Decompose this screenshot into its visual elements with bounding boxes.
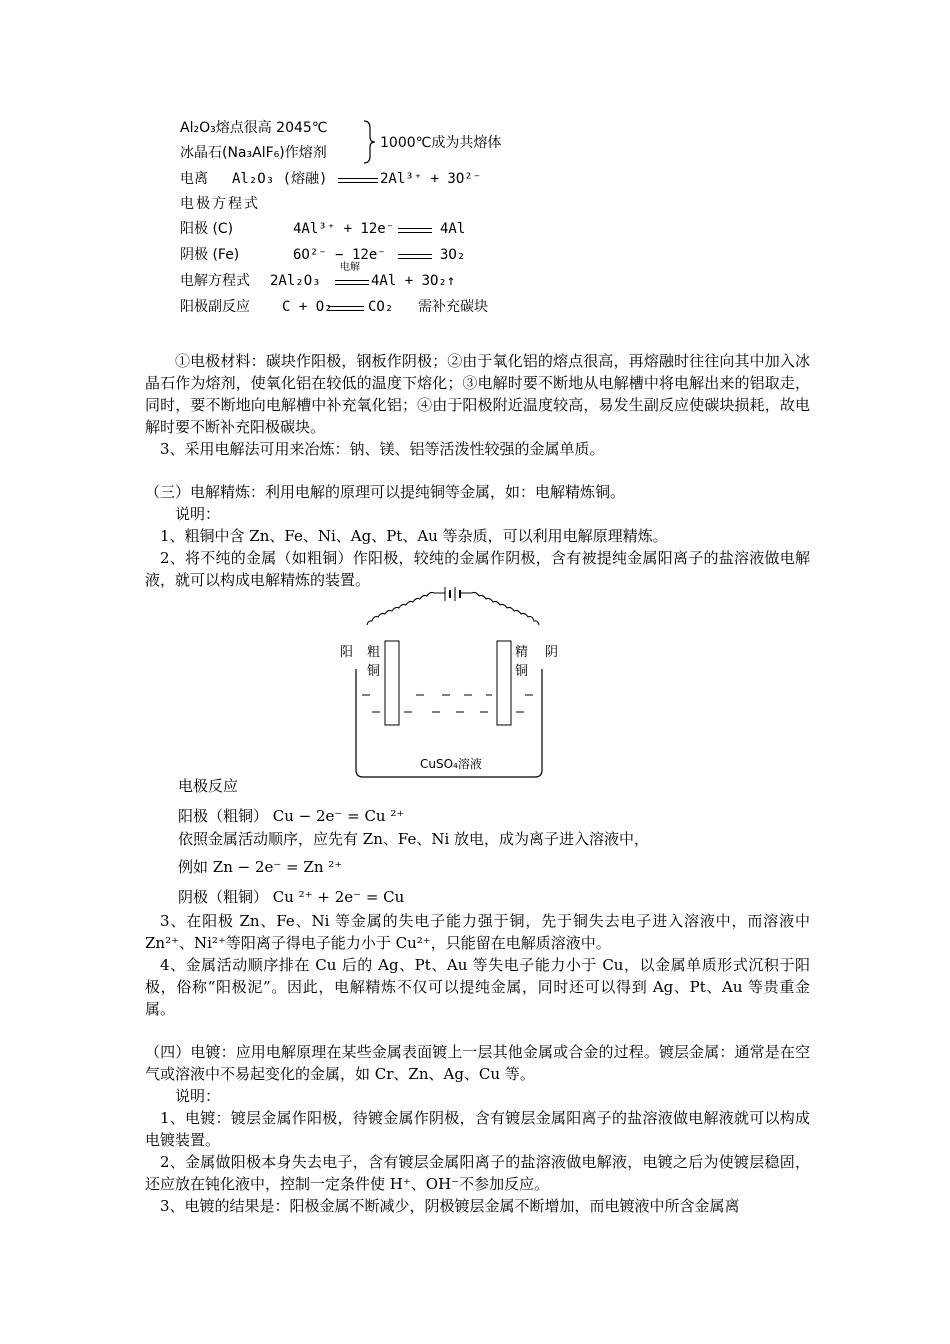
cathode-eq-lhs: 6O²⁻ − 12e⁻ <box>293 247 386 263</box>
wire-left <box>367 592 434 625</box>
equals-sign <box>328 306 364 311</box>
equals-sign <box>398 254 432 259</box>
pure-char-1: 精 <box>515 645 529 660</box>
electroplating-heading: （四）电镀：应用电解原理在某些金属表面镀上一层其他金属或合金的过程。镀层金属：通常是在空气或溶液中不易起变化的金属，如 Cr、Zn、Ag、Cu 等。 <box>145 1043 810 1083</box>
zinc-example: 例如 Zn − 2e⁻ = Zn ²⁺ <box>178 858 343 876</box>
anode-eq-lhs: 4Al³⁺ + 12e⁻ <box>293 221 395 237</box>
cathode-eq-rhs: 3O₂ <box>440 247 466 263</box>
battery-icon <box>434 587 472 601</box>
cryolite-flux: 冰晶石(Na₃AlF₆)作熔剂 <box>180 145 327 161</box>
explanation-label-2: 说明： <box>175 1087 221 1105</box>
setup-paragraph: 2、将不纯的金属（如粗铜）作阳极，较纯的金属作阴极，含有被提纯金属阳离子的盐溶液做电解液，就可以构成电解精炼的装置。 <box>145 549 810 589</box>
anode-metals-paragraph: 3、在阳极 Zn、Fe、Ni 等金属的失电子能力强于铜，先于铜失去电子进入溶液中，而溶液中 Zn²⁺、Ni²⁺等阳离子得电子能力小于 Cu²⁺，只能留在电解质溶液中。 <box>145 912 810 952</box>
anode-mud-paragraph: 4、金属活动顺序排在 Cu 后的 Ag、Pt、Au 等失电子能力小于 Cu，以金属单质形式沉积于阳极，俗称“阳极泥”。因此，电解精炼不仅可以提纯金属，同时还可以得到 Ag、Pt、Au 等贵重金属。 <box>145 956 810 1018</box>
anode-eq-rhs: 4Al <box>440 221 466 237</box>
electrolysis-lhs: 2Al₂O₃ <box>270 273 321 289</box>
plating-setup-paragraph: 1、电镀：镀层金属作阳极，待镀金属作阴极，含有镀层金属阳离子的盐溶液做电解液就可以构成电镀装置。 <box>145 1109 810 1149</box>
side-reaction-label: 阳极副反应 <box>180 299 250 315</box>
brace-icon <box>362 120 376 164</box>
wire-right <box>472 592 539 625</box>
explanation-label: 说明： <box>175 505 221 523</box>
impurity-paragraph: 1、粗铜中含 Zn、Fe、Ni、Ag、Pt、Au 等杂质，可以利用电解原理精炼。 <box>160 527 668 545</box>
anode-char: 阳 <box>340 645 354 660</box>
electrolysis-condition: 电解 <box>340 262 360 273</box>
cathode-char: 阴 <box>545 645 559 660</box>
electrolysis-label: 电解方程式 <box>180 273 250 289</box>
refining-diagram <box>330 585 570 785</box>
equals-sign <box>338 178 378 183</box>
discharge-order: 依照金属活动顺序，应先有 Zn、Fe、Ni 放电，成为离子进入溶液中， <box>178 830 650 848</box>
crude-char-1: 粗 <box>367 645 381 660</box>
electrode-materials-paragraph: ①电极材料：碳块作阳极，钢板作阴极；②由于氧化铝的熔点很高，再熔融时往往向其中加入冰晶石作为熔剂，使氧化铝在较低的温度下熔化；③电解时要不断地从电解槽中将电解出来的铝取走，同时，要不断地向电解槽中补充氧化铝；④由于阳极附近温度较高，易发生副反应使碳块损耗，故电解时要不断补充阳极碳块。 <box>145 352 810 436</box>
cathode-reaction: 阴极（粗铜） Cu ²⁺ + 2e⁻ = Cu <box>178 888 405 906</box>
solution-label: CuSO₄溶液 <box>420 757 482 771</box>
passivation-paragraph: 2、金属做阳极本身失去电子，含有镀层金属阳离子的盐溶液做电解液，电镀之后为使镀层稳固，还应放在钝化液中，控制一定条件使 H⁺、OH⁻不参加反应。 <box>145 1153 810 1193</box>
side-reaction-rhs: CO₂ <box>368 299 394 315</box>
anode-reaction: 阳极（粗铜） Cu − 2e⁻ = Cu ²⁺ <box>178 807 405 825</box>
electrode-equation-title: 电极方程式 <box>180 196 260 212</box>
ionization-rhs: 2Al³⁺ + 3O²⁻ <box>380 171 482 187</box>
ionization-label: 电离 <box>180 171 208 187</box>
equals-sign <box>398 228 432 233</box>
electrolysis-rhs: 4Al + 3O₂↑ <box>371 273 456 289</box>
smelting-paragraph: 3、采用电解法可用来冶炼：钠、镁、铝等活泼性较强的金属单质。 <box>160 440 605 458</box>
ionization-lhs: Al₂O₃ (熔融) <box>232 171 328 187</box>
anode-label: 阳极 (C) <box>180 221 234 237</box>
eutectic-note: 1000℃成为共熔体 <box>380 135 502 151</box>
refining-heading: （三）电解精炼：利用电解的原理可以提纯铜等金属，如：电解精炼铜。 <box>145 483 626 501</box>
crude-copper-anode <box>385 641 399 725</box>
pure-char-2: 铜 <box>515 664 529 679</box>
pure-copper-cathode <box>497 641 511 725</box>
reactions-title: 电极反应 <box>178 777 239 795</box>
equals-sign <box>335 280 369 285</box>
side-reaction-lhs: C + O₂ <box>282 299 333 315</box>
side-reaction-note: 需补充碳块 <box>418 299 488 315</box>
al2o3-melting-point: Al₂O₃熔点很高 2045℃ <box>180 120 328 136</box>
crude-char-2: 铜 <box>367 664 381 679</box>
cathode-label: 阴极 (Fe) <box>180 247 240 263</box>
plating-result-paragraph: 3、电镀的结果是：阳极金属不断减少，阴极镀层金属不断增加，而电镀液中所含金属离 <box>160 1197 740 1215</box>
